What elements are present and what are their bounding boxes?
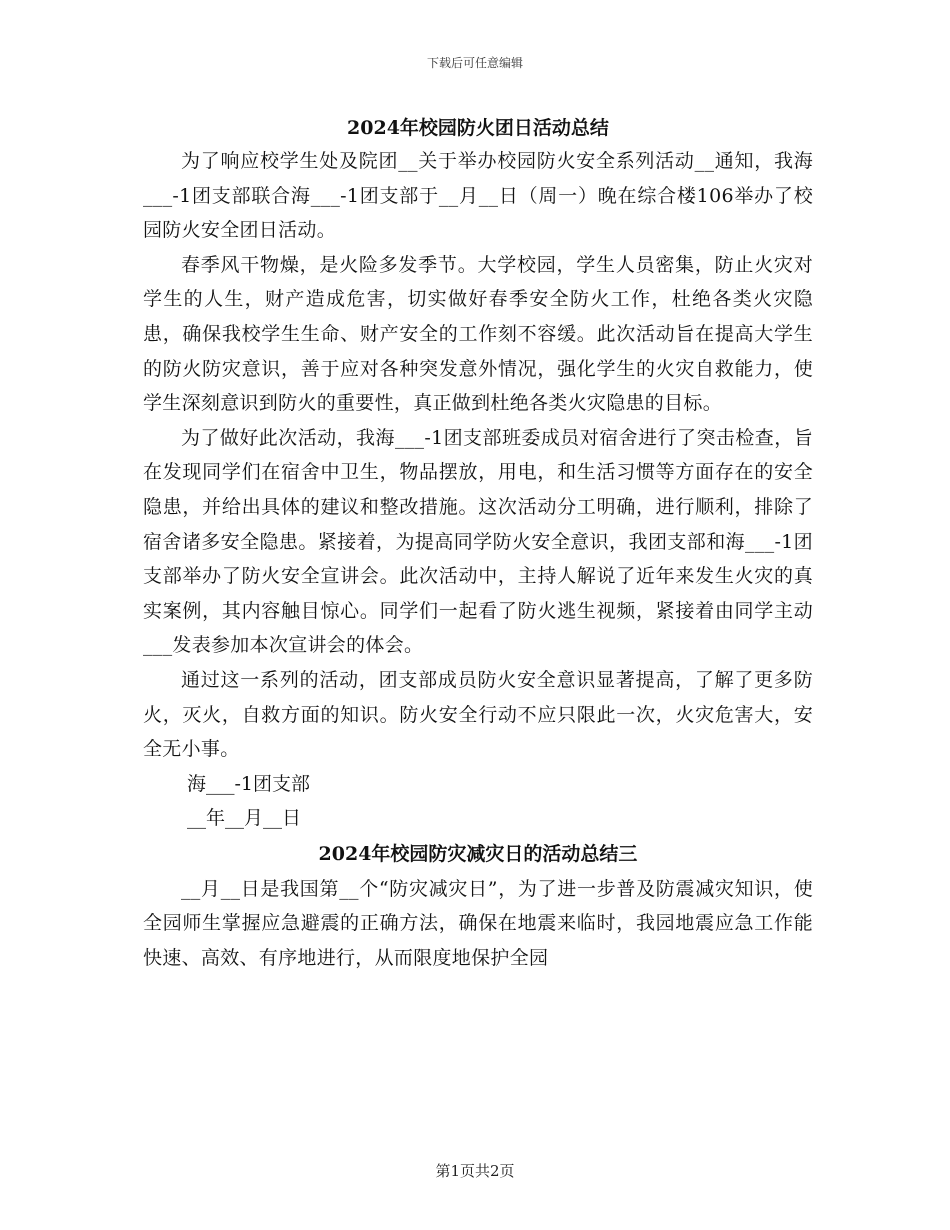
document-title: 2024年校园防火团日活动总结: [347, 117, 609, 139]
document-body: [143, 112, 813, 976]
signature-org: 海___-1团支部: [187, 772, 311, 795]
paragraph: 为了响应校学生处及院团__关于举办校园防火安全系列活动__通知，我海___-1团支部联合海___-1团支部于__月__日（周一）晚在综合楼106举办了校园防火安全团日活动。: [143, 150, 813, 242]
section-title: 2024年校园防灾减灾日的活动总结三: [318, 842, 638, 865]
signature-date: __年__月__日: [187, 807, 302, 830]
page-number: 第1页共2页: [435, 1162, 515, 1180]
header-note: 下载后可任意编辑: [426, 56, 523, 70]
paragraph: 春季风干物燥，是火险多发季节。大学校园，学生人员密集，防止火灾对学生的人生，财产造成危害，切实做好春季安全防火工作，杜绝各类火灾隐患，确保我校学生生命、财产安全的工作刻不容缓。此次活动旨在提高大学生的防火防灾意识，善于应对各种突发意外情况，强化学生的火灾自救能力，使学生深刻意识到防火的重要性，真正做到杜绝各类火灾隐患的目标。: [143, 253, 813, 415]
paragraph: 通过这一系列的活动，团支部成员防火安全意识显著提高，了解了更多防火，灭火，自救方面的知识。防火安全行动不应只限此一次，火灾危害大，安全无小事。: [143, 668, 813, 761]
paragraph: __月__日是我国第__个“防灾减灾日”，为了进一步普及防震减灾知识，使全园师生掌握应急避震的正确方法，确保在地震来临时，我园地震应急工作能快速、高效、有序地进行，从而限度地保护全园: [143, 877, 813, 970]
paragraph: 为了做好此次活动，我海___-1团支部班委成员对宿舍进行了突击检查，旨在发现同学们在宿舍中卫生，物品摆放，用电，和生活习惯等方面存在的安全隐患，并给出具体的建议和整改措施。这次活动分工明确，进行顺利，排除了宿舍诸多安全隐患。紧接着，为提高同学防火安全意识，我团支部和海___-1团支部举办了防火安全宣讲会。此次活动中，主持人解说了近年来发生火灾的真实案例，其内容触目惊心。同学们一起看了防火逃生视频，紧接着由同学主动___发表参加本次宣讲会的体会。: [143, 426, 813, 657]
